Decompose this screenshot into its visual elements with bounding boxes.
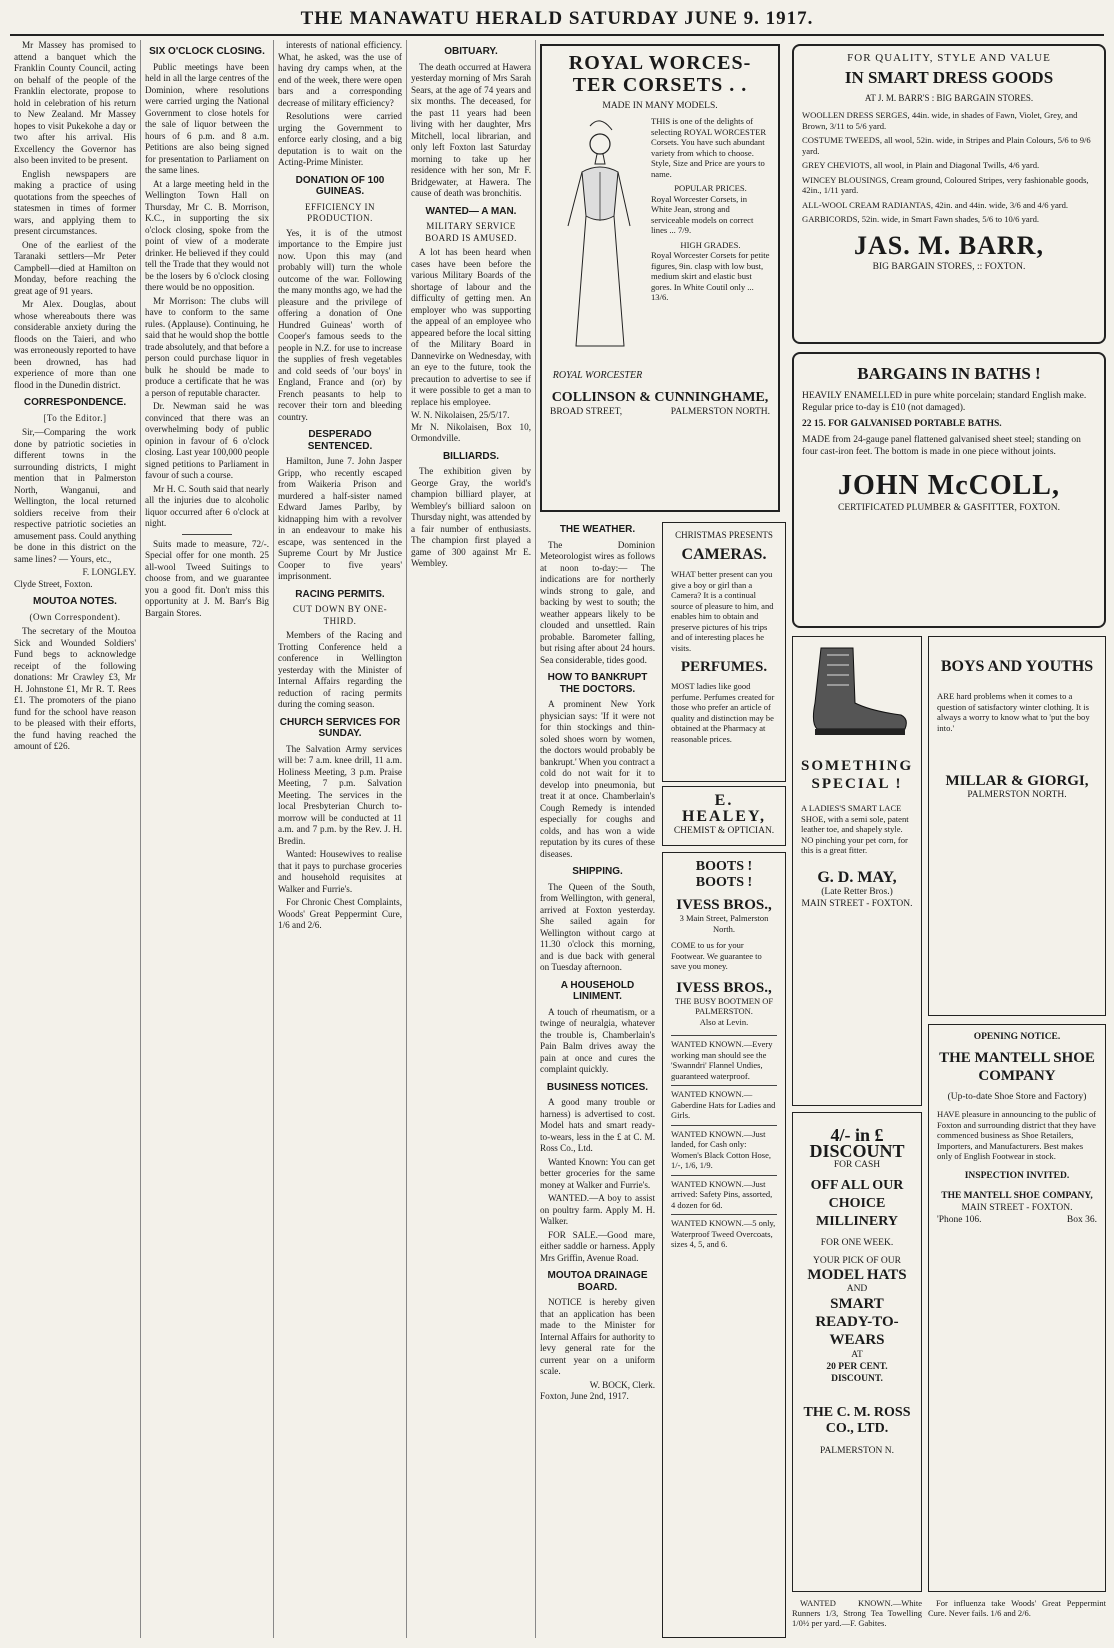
church-heading: CHURCH SERVICES FOR SUNDAY. bbox=[279, 716, 401, 739]
six-oclock-heading: SIX O'CLOCK CLOSING. bbox=[149, 46, 265, 57]
church-text: The Salvation Army services will be: 7 a.m. knee drill, 11 a.m. Holiness Meeting, 3 p.m. Praise Meeting, 7 p.m. Salvation Meeting. The services in the local Presbyterian Church to-morrow will be conducted at 11 a.m. and 7 p.m. by the Rev. J. H. Bredin. bbox=[278, 743, 402, 846]
mantell-box: Box 36. bbox=[1066, 1214, 1097, 1225]
wanted-known: WANTED KNOWN.—Every working man should see the 'Swanndri' Flannel Undies, guaranteed waterproof. bbox=[671, 1035, 777, 1081]
business-text: A good many trouble or harness) is advertised to cost. Model hats and smart ready-to-wears, less in the £ at C. M. Ross Co., Ltd. bbox=[540, 1097, 655, 1153]
healey-name: E. HEALEY, bbox=[681, 792, 767, 825]
millar-name: MILLAR & GIORGI, bbox=[945, 773, 1089, 789]
letter: Sir,—Comparing the work done by patriotic societies in different towns in the surrounding districts, I might mention that in Palmerston North, Wanganui, and Wellington, the local returned soldiers receive from their respective patriotic societies an amusement pass. Could anything be done in this district on the same lines? — Yours, etc., bbox=[14, 427, 136, 564]
cure-text: For Chronic Chest Complaints, Woods' Great Peppermint Cure, 1/6 and 2/6. bbox=[278, 897, 402, 930]
ross-week: FOR ONE WEEK. bbox=[820, 1238, 894, 1248]
mccoll-name: JOHN McCOLL, bbox=[838, 470, 1060, 501]
popular-text: Royal Worcester Corsets, in White Jean, strong and serviceable models on correct lines ... 7/9. bbox=[651, 193, 754, 235]
corset-logo: ROYAL WORCESTER bbox=[552, 370, 643, 381]
royal-worcester-ad bbox=[540, 44, 780, 512]
ross-off: OFF ALL OUR CHOICE MILLINERY bbox=[810, 1178, 904, 1229]
mantell-phone: 'Phone 106. bbox=[937, 1214, 982, 1225]
runners-notice bbox=[792, 1598, 922, 1642]
wanted-text: Wanted: Housewives to realise that it pays to purchase groceries and household requisites at Walker and Furrie's. bbox=[278, 849, 402, 894]
ross-at: AT bbox=[851, 1350, 863, 1360]
boys-ad bbox=[928, 636, 1106, 1016]
paragraph: English newspapers are making a practice of using quotations from the speeches of statesmen in times of former wars, and applying them to present circumstances. bbox=[14, 168, 136, 236]
bankrupt-text: A prominent New York physician says: 'If it were not for thin stockings and thin-soled shoes worn by women, the doctors would probably be bankrupt.' When you contract a cold do not wait for it to develop into pneumonia, but treat it at once. Chamberlain's Cough Remedy is intended especially for coughs and colds, and has won a wide reputation by its cures of these diseases. bbox=[540, 699, 655, 859]
shipping-heading: SHIPPING. bbox=[572, 866, 623, 877]
correspondence-heading: CORRESPONDENCE. bbox=[23, 397, 127, 408]
liniment-text: A touch of rheumatism, or a twinge of neuralgia, whatever the trouble is, Chamberlain's Pain Balm drives away the pain at once and cures the complaint quickly. bbox=[540, 1006, 655, 1074]
paragraph: Mr Alex. Douglas, about whose whereabouts there was considerable anxiety during the floods on the Taieri, and who was erroneously reported to have been drowned, has had experience of more than one flood in the Dunedin district. bbox=[14, 299, 136, 390]
column-divider bbox=[535, 40, 536, 1638]
barr-ad bbox=[792, 44, 1106, 344]
barr-item: GREY CHEVIOTS, all wool, in Plain and Diagonal Twills, 4/6 yard. bbox=[802, 160, 1040, 170]
racing-sub: CUT DOWN BY ONE-THIRD. bbox=[292, 604, 388, 626]
influenza-notice bbox=[928, 1598, 1106, 1642]
healey-ad bbox=[662, 522, 786, 782]
may-text: A LADIES'S SMART LACE SHOE, with a semi sole, patent leather toe, and shapely style. NO pinching your pet corn, for this is a great fitter. bbox=[801, 803, 909, 855]
barr-item: WINCEY BLOUSINGS, Cream ground, Coloured Stripes, very fashionable goods, 42in., 1/11 yard. bbox=[802, 174, 1089, 195]
corsets-sub: MADE IN MANY MODELS. bbox=[602, 101, 718, 111]
barr-item: WOOLLEN DRESS SERGES, 44in. wide, in shades of Fawn, Violet, Grey, and Brown, 3/11 to 5/6 yard. bbox=[802, 110, 1078, 131]
paragraph: One of the earliest of the Taranaki settlers—Mr Peter Campbell—died at Hamilton on Monday, before reaching the great age of 91 years. bbox=[14, 239, 136, 296]
ivess-street: 3 Main Street, Palmerston North. bbox=[679, 913, 769, 934]
xmas-heading: CHRISTMAS PRESENTS bbox=[675, 530, 773, 540]
obituary-text: The death occurred at Hawera yesterday morning of Mrs Sarah Sears, at the age of 74 years and six months. The deceased, for the past 11 years had been living with her daughter, Mrs Mitchell, local librarian, and only left Foxton last Saturday morning to take up her residence with her son, Mr F. Bridgewater, at Hawera. The cause of death was bronchitis. bbox=[411, 61, 531, 198]
masthead: THE MANAWATU HERALD SATURDAY JUNE 9. 1917. bbox=[300, 8, 814, 29]
notice: WANTED.—A boy to assist on poultry farm. Apply M. H. Walker. bbox=[540, 1193, 655, 1226]
may-title: SOMETHING SPECIAL ! bbox=[801, 758, 914, 792]
runners-text: WANTED KNOWN.—White Runners 1/3, Strong Tea Towelling 1/0½ per yard.—F. Gabites. bbox=[792, 1598, 922, 1628]
mantell-invited: INSPECTION INVITED. bbox=[964, 1170, 1070, 1181]
drainage-sign: W. BOCK, Clerk. bbox=[589, 1379, 655, 1390]
corset-figure bbox=[550, 116, 645, 382]
baths-text-1: HEAVILY ENAMELLED in pure white porcelain; standard English make. Regular price to-day is £10 (not damaged). bbox=[802, 391, 1087, 413]
corsets-text: THIS is one of the delights of selecting ROYAL WORCESTER Corsets. You have such abundant variety from which to choose. Style, Size and Price are yours to name. bbox=[651, 116, 767, 179]
donation-text: Yes, it is of the utmost importance to the Empire just now. Upon this may (and probably will) turn the whole outcome of the war. Following the many months ago, we had the pleasure and the privilege of offering a donation of One Hundred Guineas' worth of Cooper's famous seeds to the people in N.Z. for use to increase the supplies of fresh vegetables and cold seeds of 'our boys' in England, France and (or) by French peasants to help to recover their torn and bleeding country. bbox=[278, 227, 402, 422]
baths-title: BARGAINS IN BATHS ! bbox=[857, 364, 1041, 383]
moutoa-text: The secretary of the Moutoa Sick and Wounded Soldiers' Fund begs to acknowledge receipt of the following donations: Mr Crawley £3, Mr H. Johnstone £1, Mr R. T. Rees £1. The promoters of the piano fund for the school have reason to be pleased with their efforts, the fund having reached the amount of £26. bbox=[14, 626, 136, 751]
mccoll-tag: CERTIFICATED PLUMBER & GASFITTER, FOXTON. bbox=[838, 503, 1060, 513]
column-5 bbox=[540, 518, 655, 1638]
baths-text-3: MADE from 24-gauge panel flattened galvanised sheet steel; standing on four cast-iron feet. The bottom is made in one piece without joints. bbox=[802, 435, 1081, 457]
corset-firm: COLLINSON & CUNNINGHAME, bbox=[551, 390, 769, 405]
ross-pick: YOUR PICK OF OUR bbox=[813, 1256, 901, 1266]
column-1 bbox=[14, 40, 136, 1640]
grades-heading: HIGH GRADES. bbox=[680, 239, 741, 250]
racing-heading: RACING PERMITS. bbox=[295, 588, 385, 600]
barr-tag: BIG BARGAIN STORES, :: FOXTON. bbox=[872, 261, 1026, 272]
obituary-heading: OBITUARY. bbox=[444, 46, 498, 57]
boys-title: BOYS AND YOUTHS bbox=[940, 658, 1094, 675]
paragraph: Resolutions were carried urging the Government to enforce early closing, and a big deputation is to wait on the Acting-Prime Minister. bbox=[278, 111, 402, 167]
wanted-known: WANTED KNOWN.—5 only, Waterproof Tweed Overcoats, sizes 4, 5, and 6. bbox=[671, 1214, 777, 1250]
wanted-man-text: A lot has been heard when cases have been before the various Military Boards of the shortage of labour and the difficulty of getting men. An employer who was supporting the appeal of an employee who appeared before the local sitting of the Military Board in Dannevirke on Wednesday, with an eye to the future, took the precaution to advertise to see if it were possible to get a man to replace his employee. bbox=[411, 247, 531, 407]
may-tag: MAIN STREET - FOXTON. bbox=[801, 898, 913, 909]
paragraph: Dr. Newman said he was convinced that there was an overwhelming body of public opinion in favour of 6 o'clock closing. Last year 100,000 people signed petitions to Parliament in favour of such a course. bbox=[145, 401, 269, 480]
wanted-known: WANTED KNOWN.— Gaberdine Hats for Ladies and Girls. bbox=[671, 1085, 777, 1121]
ivess-ad bbox=[662, 852, 786, 1638]
desperado-heading: DESPERADO SENTENCED. bbox=[307, 429, 373, 452]
cameras-text: WHAT better present can you give a boy or girl than a Camera? It is a continual source of pleasure to him, and enables him to obtain and preserve pictures of his trips and of interesting places he visits. bbox=[671, 569, 774, 653]
corset-illustration-icon bbox=[550, 116, 645, 366]
letter-address: Clyde Street, Foxton. bbox=[14, 578, 93, 589]
paragraph: Public meetings have been held in all the large centres of the Dominion, where resolutions were carried urging the National Government to close hotels for the sale of liquor between the hours of 6 p.m. and 8 a.m. Petitions are also being signed for presentation to Parliament on the same lines. bbox=[145, 61, 269, 175]
paragraph: Mr H. C. South said that nearly all the injuries due to alcoholic liquor occurred after 6 o'clock at night. bbox=[145, 483, 269, 528]
corsets-title: ROYAL WORCES-TER CORSETS . . bbox=[568, 52, 752, 96]
may-name: G. D. MAY, bbox=[817, 868, 897, 886]
may-sub: (Late Retter Bros.) bbox=[821, 886, 893, 897]
popular-heading: POPULAR PRICES. bbox=[674, 183, 747, 193]
influenza-text: For influenza take Woods' Great Peppermint Cure. Never fails. 1/6 and 2/6. bbox=[928, 1598, 1106, 1618]
perfumes-text: MOST ladies like good perfume. Perfumes created for those who prefer an article of quality and distinction may be obtained at the Pharmacy at reasonable prices. bbox=[671, 681, 775, 744]
ross-hats: MODEL HATS bbox=[807, 1267, 907, 1283]
signature-2: Mr N. Nikolaisen, Box 10, Ormondville. bbox=[411, 421, 531, 443]
billiards-text: The exhibition given by George Gray, the world's champion billiard player, at Wembley's billiard saloon on Thursday night, was attended by a fair number of enthusiasts. The champion first played a game of 300 against Mr E. Wembley. bbox=[411, 466, 531, 568]
mantell-sub: (Up-to-date Shoe Store and Factory) bbox=[947, 1092, 1087, 1102]
cameras-heading: CAMERAS. bbox=[681, 546, 767, 563]
letter-signature: F. LONGLEY. bbox=[82, 567, 136, 577]
ivess-name-2: IVESS BROS., bbox=[676, 979, 772, 996]
suits-ad: Suits made to measure, 72/-. Special offer for one month. 25 all-wool Tweed Suitings to choose from, and we guarantee you a good fit. Don't miss this opportunity at J. M. Barr's Big Bargain Stores. bbox=[145, 538, 269, 618]
liniment-heading: A HOUSEHOLD LINIMENT. bbox=[560, 979, 635, 1002]
healey-tag: CHEMIST & OPTICIAN. bbox=[673, 826, 775, 836]
corset-street: BROAD STREET, bbox=[550, 407, 623, 417]
baths-ad bbox=[792, 352, 1106, 628]
donation-heading: DONATION OF 100 GUINEAS. bbox=[295, 174, 385, 197]
ross-name: THE C. M. ROSS CO., LTD. bbox=[803, 1405, 911, 1436]
barr-line-2: IN SMART DRESS GOODS bbox=[844, 68, 1054, 87]
billiards-heading: BILLIARDS. bbox=[442, 450, 500, 462]
boots-heading: BOOTS ! BOOTS ! bbox=[695, 859, 753, 890]
column-divider bbox=[140, 40, 141, 1638]
ross-and: AND bbox=[846, 1284, 868, 1294]
notice: FOR SALE.—Good mare, either saddle or harness. Apply Mrs Griffin, Avenue Road. bbox=[540, 1229, 655, 1263]
ross-ad bbox=[792, 1112, 922, 1592]
desperado-text: Hamilton, June 7. John Jasper Gripp, who recently escaped from Waikeria Prison and murdered a half-sister named Edward James Parlby, by kidnapping him with a revolver in an endeavour to make his escape, was sentenced in the Supreme Court by Mr Justice Cooper to five years' imprisonment. bbox=[278, 456, 402, 581]
paragraph: Mr Massey has promised to attend a banquet which the Franklin County Council, acting on behalf of the people of the Franklin electorate, propose to hold in celebration of his return to New Zealand. Mr Massey hopes to visit Pukekohe a day or two after his arrival. His Excellency the Governor has also been invited to be present. bbox=[14, 40, 136, 165]
bankrupt-heading: HOW TO BANKRUPT THE DOCTORS. bbox=[547, 672, 648, 695]
business-heading: BUSINESS NOTICES. bbox=[546, 1081, 649, 1093]
ross-discount: 4/- in £ DISCOUNT bbox=[809, 1125, 905, 1161]
column-3 bbox=[278, 40, 402, 1640]
may-ad bbox=[792, 636, 922, 1106]
moutoa-heading: MOUTOA NOTES. bbox=[33, 596, 117, 607]
editor-line: [To the Editor.] bbox=[43, 412, 107, 423]
mantell-text: HAVE pleasure in announcing to the public of Foxton and surrounding district that they have commenced business as Shoe Retailers, Importers, and Manufacturers. Best makes only of English Footwear in stock. bbox=[937, 1109, 1097, 1161]
racing-text: Members of the Racing and Trotting Conference held a conference in Wellington yesterday with the Minister of Internal Affairs regarding the reduction of racing permits during the coming season. bbox=[278, 630, 402, 709]
drainage-text: NOTICE is hereby given that an application has been made to the Minister for Internal Affairs for authority to levy general rate for the current year on a uniform scale. bbox=[540, 1297, 655, 1376]
mantell-title: THE MANTELL SHOE COMPANY bbox=[939, 1050, 1095, 1084]
column-4 bbox=[411, 40, 531, 1640]
ross-percent: 20 PER CENT. DISCOUNT. bbox=[826, 1362, 888, 1384]
corset-town: PALMERSTON NORTH. bbox=[670, 407, 770, 417]
paragraph: interests of national efficiency. What, he asked, was the use of having dry camps when, at the end of the week, there were open bars and a corresponding decrease of military efficiency? bbox=[278, 40, 402, 108]
weather-heading: THE WEATHER. bbox=[559, 524, 636, 535]
ivess-text: COME to us for your Footwear. We guarantee to save you money. bbox=[671, 940, 762, 971]
boot-illustration-icon bbox=[801, 643, 913, 743]
signature-1: W. N. Nikolaisen, 25/5/17. bbox=[411, 410, 510, 420]
barr-line-1: FOR QUALITY, STYLE AND VALUE bbox=[847, 52, 1051, 64]
perfumes-heading: PERFUMES. bbox=[680, 659, 768, 675]
grades-text: Royal Worcester Corsets for petite figures, 9in. clasp with low bust, medium skirt and elastic bust gores. In White Coutil only ... 13/6. bbox=[651, 250, 770, 302]
drainage-date: Foxton, June 2nd, 1917. bbox=[540, 1391, 629, 1401]
mantell-name: THE MANTELL SHOE COMPANY, bbox=[941, 1190, 1093, 1201]
millar-tag: PALMERSTON NORTH. bbox=[967, 790, 1067, 800]
paragraph: At a large meeting held in the Wellington Town Hall on Thursday, Mr C. B. Morrison, K.C., in supporting the six o'clock closing, spoke from the point of view of a moderate drinker. He believed if they could tell the Trade that they would not be the losers by 6 o'clock closing there would be no opposition. bbox=[145, 178, 269, 292]
masthead-rule bbox=[10, 34, 1104, 36]
mantell-notice: OPENING NOTICE. bbox=[973, 1032, 1061, 1042]
paragraph: Mr Morrison: The clubs will have to conform to the same rules. (Applause). Continuing, he said that he would shop the bottle trade absolutely, and that before a person could purchase liquor in bulk he should be made to produce a certificate that he was a person of reputable character. bbox=[145, 295, 269, 398]
healey-name-box bbox=[662, 786, 786, 846]
wanted-known: WANTED KNOWN.—Just landed, for Cash only: Women's Black Cotton Hose, 1/-, 1/6, 1/9. bbox=[671, 1125, 777, 1171]
ross-smart: SMART READY-TO-WEARS bbox=[815, 1296, 899, 1348]
column-divider bbox=[406, 40, 407, 1638]
notice: Wanted Known: You can get better groceries for the same money at Walker and Furrie's. bbox=[540, 1156, 655, 1190]
wanted-man-heading: WANTED— A MAN. bbox=[425, 205, 517, 217]
wanted-man-sub: MILITARY SERVICE BOARD IS AMUSED. bbox=[425, 221, 517, 243]
divider bbox=[182, 534, 232, 535]
weather-text: The Dominion Meteorologist wires as follows at noon to-day:— The indications are for northerly winds strong to gale, and backing by west to south; the weather appears likely to be clouded and unsettled. Rain probable. Barometer falling, but rising after about 24 hours. Sea considerable, tides good. bbox=[540, 539, 655, 665]
ivess-tag: THE BUSY BOOTMEN OF PALMERSTON. bbox=[674, 995, 774, 1016]
donation-sub: EFFICIENCY IN PRODUCTION. bbox=[305, 201, 375, 223]
ross-cash: FOR CASH bbox=[833, 1160, 881, 1170]
column-divider bbox=[273, 40, 274, 1638]
ross-town: PALMERSTON N. bbox=[820, 1446, 894, 1456]
moutoa-sub: (Own Correspondent). bbox=[29, 611, 121, 622]
mantell-street: MAIN STREET - FOXTON. bbox=[961, 1202, 1073, 1213]
boys-text: ARE hard problems when it comes to a question of satisfactory winter clothing. It is always a worry to know what to 'put the boy into.' bbox=[937, 691, 1090, 733]
shipping-text: The Queen of the South, from Wellington, with general, arrived at Foxton yesterday. She sailed again for Wellington without cargo at 11.30 o'clock this morning, and is due back with general on Tuesday afternoon. bbox=[540, 881, 655, 972]
column-2 bbox=[145, 40, 269, 1640]
mantell-ad bbox=[928, 1024, 1106, 1592]
baths-text-2: 22 15. FOR GALVANISED PORTABLE BATHS. bbox=[802, 419, 1002, 429]
barr-item: ALL-WOOL CREAM RADIANTAS, 42in. and 44in. wide, 3/6 and 4/6 yard. bbox=[802, 199, 1069, 210]
barr-line-3: AT J. M. BARR'S : BIG BARGAIN STORES. bbox=[864, 93, 1034, 103]
ivess-name: IVESS BROS., bbox=[676, 897, 772, 913]
drainage-heading: MOUTOA DRAINAGE BOARD. bbox=[547, 1270, 648, 1293]
wanted-known: WANTED KNOWN.—Just arrived: Safety Pins, assorted, 4 dozen for 6d. bbox=[671, 1175, 777, 1211]
barr-name: JAS. M. BARR, bbox=[854, 230, 1044, 260]
barr-item: COSTUME TWEEDS, all wool, 52in. wide, in Stripes and Plain Colours, 5/6 to 9/6 yard. bbox=[802, 135, 1091, 156]
barr-item: GARBICORDS, 52in. wide, in Smart Fawn shades, 5/6 to 10/6 yard. bbox=[802, 214, 1040, 224]
ivess-also: Also at Levin. bbox=[699, 1016, 749, 1027]
